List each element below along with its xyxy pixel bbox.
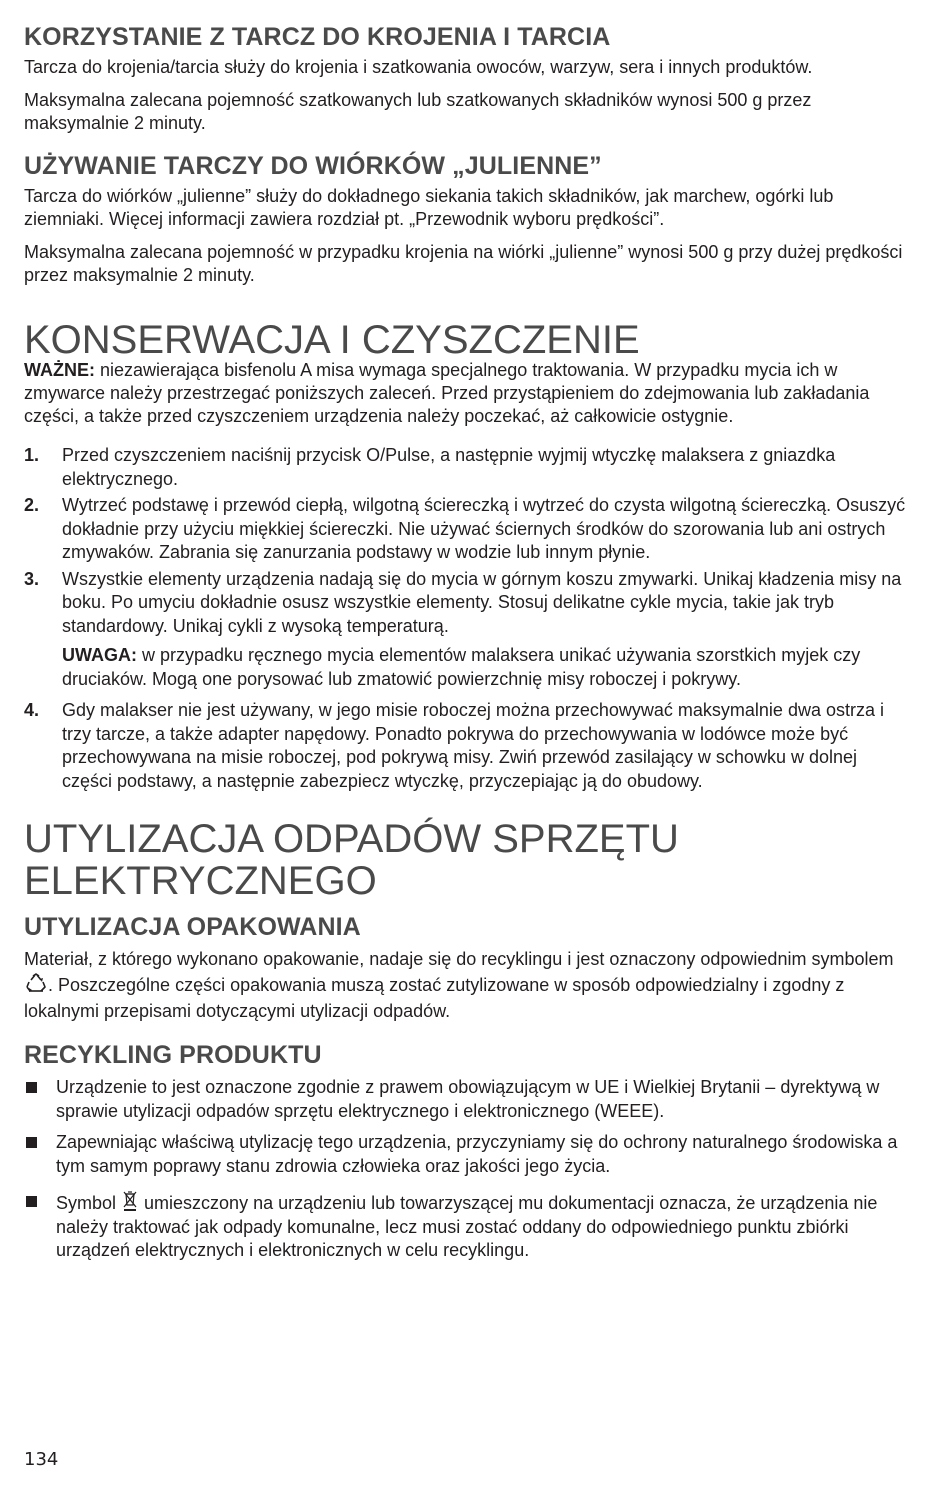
packaging-text-before: Materiał, z którego wykonano opakowanie, nadaje się do recyklingu i jest oznaczony odpowiednim symbolem <box>24 949 894 969</box>
step-number: 3. <box>24 568 40 589</box>
step-number: 4. <box>24 700 40 720</box>
step-text: Gdy malakser nie jest używany, w jego misie roboczej można przechowywać maksymalnie dwa ostrza i trzy tarcze, a także adapter napędowy. Ponadto pokrywa do przechowywania w lodówce może być przechowywana na misie roboczej, pod pokrywą misy. Zwiń przewód zasilający w schowku w dolnej części podstawy, a następnie zabezpiecz wtyczkę, przyczepiając ją do obudowy. <box>62 700 884 791</box>
bullet-text-before: Symbol <box>56 1193 122 1213</box>
cleaning-step <box>24 444 910 491</box>
cleaning-steps-list <box>24 444 910 793</box>
recycle-icon <box>24 973 48 993</box>
caution-note <box>62 644 910 691</box>
cleaning-step <box>24 568 910 692</box>
bullet-text: Zapewniając właściwą utylizację tego urządzenia, przyczyniamy się do ochrony naturalnego środowiska a tym samym poprawy stanu zdrowia człowieka oraz jakości jego życia. <box>56 1132 898 1176</box>
crossed-out-bin-icon <box>121 1190 139 1212</box>
julienne-disc-capacity: Maksymalna zalecana pojemność w przypadku krojenia na wiórki „julienne” wynosi 500 g przy dużej prędkości przez maksymalnie 2 minuty. <box>24 242 903 285</box>
slicing-disc-description: Tarcza do krojenia/tarcia służy do krojenia i szatkowania owoców, warzyw, sera i innych produktów. <box>24 57 813 77</box>
bullet-text: Urządzenie to jest oznaczone zgodnie z prawem obowiązującym w UE i Wielkiej Brytanii – dyrektywą w sprawie utylizacji odpadów sprzętu elektrycznego i elektronicznego (WEEE). <box>56 1077 880 1121</box>
important-label: WAŻNE: <box>24 360 95 380</box>
important-text: niezawierająca bisfenolu A misa wymaga specjalnego traktowania. W przypadku mycia ich w zmywarce należy przestrzegać poniższych zaleceń. Przed przystąpieniem do zdejmowania lub zakładania części, a także przed czyszczeniem urządzenia należy poczekać, aż całkowicie ostygnie. <box>24 360 870 426</box>
page-number: 134 <box>24 1449 59 1470</box>
step-text: Wszystkie elementy urządzenia nadają się do mycia w górnym koszu zmywarki. Unikaj kładzenia misy na boku. Po umyciu dokładnie osusz wszystkie elementy. Stosuj delikatne cykle mycia, takie jak tryb standardowy. Unikaj cykli z wysoką temperaturą. <box>62 568 902 636</box>
square-bullet-icon <box>26 1196 37 1207</box>
packaging-text-after: . Poszczególne części opakowania muszą zostać zutylizowane w sposób odpowiedzialny i zgodny z lokalnymi przepisami dotyczącymi utylizacji odpadów. <box>24 975 845 1021</box>
step-text: Przed czyszczeniem naciśnij przycisk O/Pulse, a następnie wyjmij wtyczkę malaksera z gniazdka elektrycznego. <box>62 445 836 489</box>
slicing-disc-capacity: Maksymalna zalecana pojemność szatkowanych lub szatkowanych składników wynosi 500 g przez maksymalnie 2 minuty. <box>24 90 812 133</box>
section-heading-packaging: UTYLIZACJA OPAKOWANIA <box>24 913 361 941</box>
section-heading-slicing-discs: KORZYSTANIE Z TARCZ DO KROJENIA I TARCIA <box>24 23 611 51</box>
julienne-disc-description: Tarcza do wiórków „julienne” służy do dokładnego siekania takich składników, jak marchew, ogórki lub ziemniaki. Więcej informacji zawiera rozdział pt. „Przewodnik wyboru prędkości”. <box>24 186 834 229</box>
cleaning-step <box>24 699 910 793</box>
recycling-bullet <box>24 1131 910 1178</box>
packaging-disposal-text <box>24 946 910 1024</box>
recycling-bullet-list <box>24 1076 910 1263</box>
caution-text: w przypadku ręcznego mycia elementów malaksera unikać używania szorstkich myjek czy druciaków. Mogą one porysować lub zmatowić powierzchnię misy roboczej i pokrywy. <box>62 645 861 689</box>
recycling-bullet <box>24 1076 910 1123</box>
section-heading-recycling: RECYKLING PRODUKTU <box>24 1041 322 1069</box>
section-heading-julienne-disc: UŻYWANIE TARCZY DO WIÓRKÓW „JULIENNE” <box>24 152 602 180</box>
cleaning-step <box>24 494 910 565</box>
bullet-text-after: umieszczony na urządzeniu lub towarzyszącej mu dokumentacji oznacza, że urządzenia nie należy traktować jak odpady komunalne, lecz musi zostać oddany do odpowiedniego punktu zbiórki urządzeń elektrycznych i elektronicznych w celu recyklingu. <box>56 1193 878 1260</box>
square-bullet-icon <box>26 1082 37 1093</box>
step-number: 2. <box>24 495 40 515</box>
section-heading-maintenance: KONSERWACJA I CZYSZCZENIE <box>24 318 640 362</box>
section-heading-disposal: UTYLIZACJA ODPADÓW SPRZĘTU ELEKTRYCZNEGO <box>24 817 679 903</box>
step-number: 1. <box>24 445 40 465</box>
manual-page <box>24 22 910 1271</box>
step-text: Wytrzeć podstawę i przewód ciepłą, wilgotną ściereczką i wytrzeć do czysta wilgotną ściereczką. Osuszyć dokładnie przy użyciu miękkiej ściereczki. Nie używać ściernych środków do szorowania lub ani ostrych zmywaków. Zabrania się zanurzania podstawy w wodzie lub innym płynie. <box>62 495 906 562</box>
caution-label: UWAGA: <box>62 645 137 665</box>
important-notice <box>24 359 910 428</box>
square-bullet-icon <box>26 1137 37 1148</box>
recycling-bullet <box>24 1190 910 1263</box>
